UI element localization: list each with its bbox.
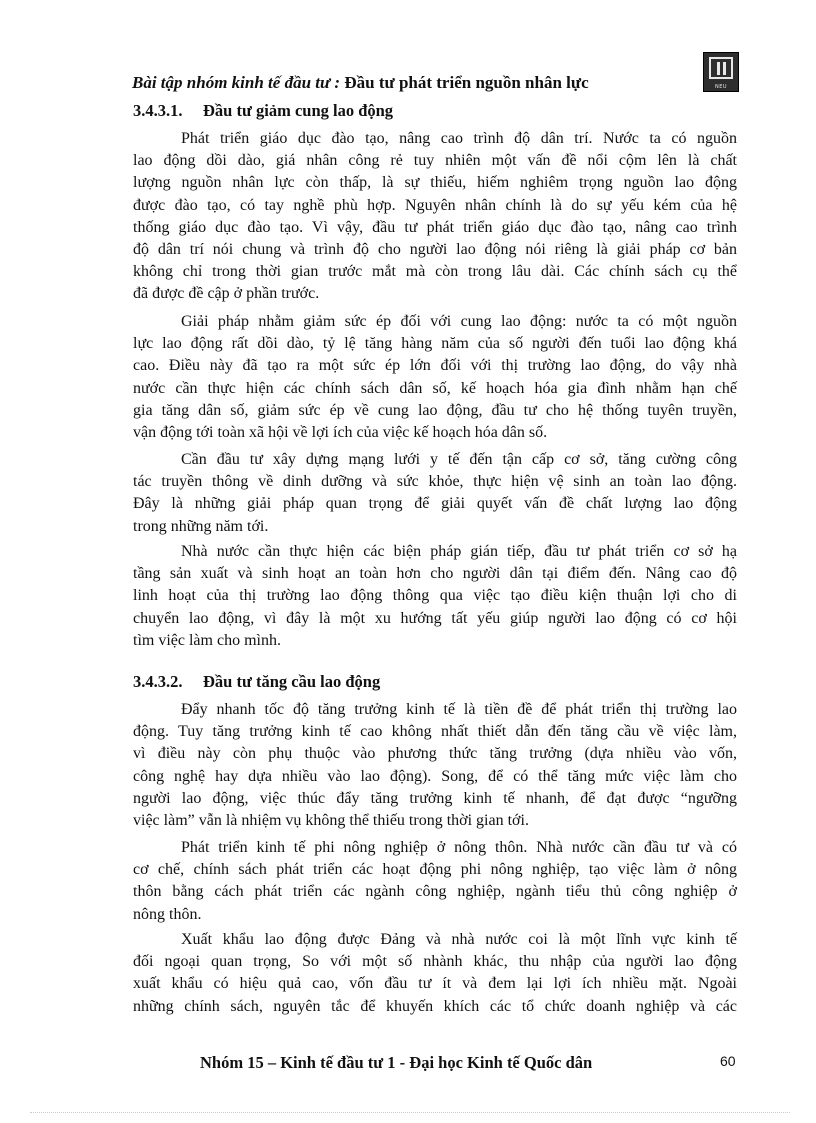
paragraph [133, 541, 737, 652]
page-header [132, 73, 692, 93]
text-line: được đào tạo, có tay nghề phù hợp. Nguyên nhân chính là do sự yếu kém của hệ [133, 196, 737, 214]
text-line: Cần đầu tư xây dựng mạng lưới y tế đến tận cấp cơ sở, tăng cường công [181, 451, 737, 468]
text-line: chuyển lao động, vì đây là một xu hướng tất yếu giúp người lao động có cơ hội [133, 609, 737, 627]
text-line: những chính sách, nguyên tắc để khuyến khích các tổ chức doanh nghiệp và các [133, 997, 737, 1015]
logo-caption: NEU [714, 84, 728, 90]
text-line: Đẩy nhanh tốc độ tăng trưởng kinh tế là tiền đề để phát triển thị trường lao [181, 701, 737, 718]
page-number: 60 [720, 1053, 736, 1069]
text-line: công nghệ hay dựa nhiều vào lao động). Song, để có thể tăng mức việc làm cho [133, 767, 737, 785]
text-line: động. Tuy tăng trưởng kinh tế cao không nhất thiết dẫn đến tăng cầu về việc làm, [133, 723, 737, 741]
text-line: cơ chế, chính sách phát triển các hoạt động phi nông nghiệp, tạo việc làm ở nông [133, 861, 737, 879]
paragraph [133, 449, 737, 538]
page-edge-divider [30, 1112, 790, 1113]
text-line: lực lao động rất dồi dào, tỷ lệ tăng hàng năm của số người đến tuổi lao động khá [133, 335, 737, 353]
paragraph [133, 128, 737, 306]
paragraph [133, 929, 737, 1018]
text-line: lao động dồi dào, giá nhân công rẻ tuy nhiên một vấn đề nổi cộm lên là chất [133, 152, 737, 170]
section-number: 3.4.3.1. [133, 101, 183, 120]
text-line: vì điều này còn phụ thuộc vào phương thức tăng trưởng (dựa nhiều vào vốn, [133, 745, 737, 763]
text-line: đối ngoại quan trọng, So với một số nhành khác, thu nhập của người lao động [133, 953, 737, 971]
text-line: linh hoạt của thị trường lao động thông qua việc tạo điều kiện thuận lợi cho di [133, 587, 737, 605]
logo-emblem-icon [709, 57, 733, 79]
section-title: Đầu tư giảm cung lao động [203, 101, 394, 120]
text-line: tác truyền thông về dinh dưỡng và sức khỏe, thực hiện vệ sinh an toàn lao động. [133, 473, 737, 491]
text-line: thống giáo dục đào tạo. Vì vậy, đầu tư phát triển giáo dục đào tạo, nâng cao trình [133, 218, 737, 236]
header-topic: Đầu tư phát triển nguồn nhân lực [340, 73, 589, 92]
text-line: Đây là những giải pháp quan trọng để giải quyết vấn đề chất lượng lao động [133, 495, 737, 513]
text-line: Phát triển giáo dục đào tạo, nâng cao trình độ dân trí. Nước ta có nguồn [181, 130, 737, 147]
text-line: người lao động, việc thúc đẩy tăng trưởng kinh tế nhanh, để đạt được “ngưỡng [133, 789, 737, 807]
text-line: nông thôn. [133, 905, 202, 923]
paragraph [133, 311, 737, 444]
text-line: tầng sản xuất và sinh hoạt an toàn hơn cho người dân tại điểm đến. Nâng cao độ [133, 565, 737, 583]
text-line: trong những năm tới. [133, 517, 269, 535]
text-line: vận động tới toàn xã hội về lợi ích của việc kế hoạch hóa dân số. [133, 424, 548, 442]
text-line: cao. Điều này đã tạo ra một sức ép lớn đối với thị trường lao động, do vậy nhà [133, 357, 737, 375]
university-logo [703, 52, 739, 92]
header-course-label: Bài tập nhóm kinh tế đầu tư : [132, 73, 341, 92]
text-line: nước cần thực hiện các chính sách dân số, kế hoạch hóa gia đình nhằm hạn chế [133, 379, 737, 397]
text-line: không chỉ trong thời gian trước mắt mà còn trong lâu dài. Các chính sách cụ thể [133, 263, 737, 281]
text-line: thôn bằng cách phát triển các ngành công nghiệp, ngành tiểu thủ công nghiệp ở [133, 883, 737, 901]
text-line: Xuất khẩu lao động được Đảng và nhà nước coi là một lĩnh vực kinh tế [181, 931, 737, 948]
section-number: 3.4.3.2. [133, 672, 183, 691]
text-line: gia tăng dân số, giảm sức ép về cung lao động, đầu tư cho hệ thống tuyên truyền, [133, 401, 737, 419]
text-line: Giải pháp nhằm giảm sức ép đối với cung lao động: nước ta có một nguồn [181, 313, 737, 330]
section-title: Đầu tư tăng cầu lao động [203, 672, 381, 691]
text-line: lượng nguồn nhân lực còn thấp, là sự thiếu, hiếm nghiêm trọng nguồn lao động [133, 174, 737, 192]
section-heading-3431 [133, 101, 393, 121]
text-line: đã được đề cập ở phần trước. [133, 285, 320, 303]
section-heading-3432 [133, 672, 380, 692]
text-line: Nhà nước cần thực hiện các biện pháp gián tiếp, đầu tư phát triển cơ sở hạ [181, 543, 737, 560]
page-footer: Nhóm 15 – Kinh tế đầu tư 1 - Đại học Kinh tế Quốc dân [200, 1053, 593, 1072]
text-line: độ dân trí nói chung và trình độ cho người lao động nói riêng là giải pháp cơ bản [133, 241, 737, 259]
text-line: xuất khẩu có hiệu quả cao, vốn đầu tư ít và đem lại lợi ích nhiều mặt. Ngoài [133, 975, 737, 993]
text-line: tìm việc làm cho mình. [133, 631, 281, 649]
paragraph [133, 837, 737, 926]
text-line: Phát triển kinh tế phi nông nghiệp ở nông thôn. Nhà nước cần đầu tư và có [181, 839, 737, 856]
text-line: việc làm” vẫn là nhiệm vụ không thể thiếu trong thời gian tới. [133, 812, 529, 830]
paragraph [133, 699, 737, 832]
